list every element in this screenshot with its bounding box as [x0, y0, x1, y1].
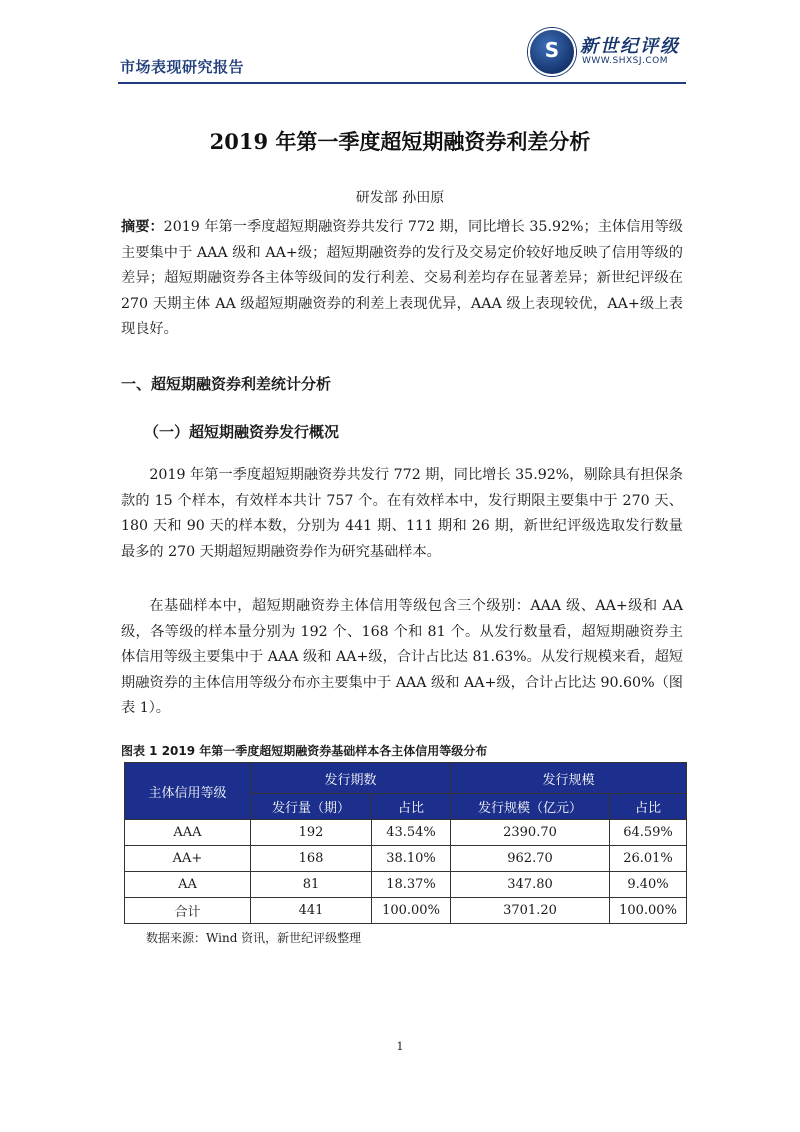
header-count-pct: 占比: [372, 794, 451, 820]
company-logo: [528, 28, 698, 76]
page-number: 1: [396, 1040, 404, 1053]
table-row: [125, 846, 687, 872]
cell-count: 192: [251, 820, 372, 846]
header-rating: 主体信用等级: [125, 763, 251, 820]
abstract-text: 2019 年第一季度超短期融资券共发行 772 期，同比增长 35.92%；主体信用等级主要集中于 AAA 级和 AA+级；超短期融资券的发行及交易定价较好地反映了信用等级的差异；超短期融资券各主体等级间的发行利差、交易利差均存在显著差异；新世纪评级在 270 天期主体 AA 级超短期融资券的利差上表现优异，AAA 级上表现较优，AA+级上表现良好。: [121, 219, 683, 338]
table-row-total: [125, 898, 687, 924]
abstract-label: 摘要：: [121, 219, 164, 235]
logo-company-name: 新世纪评级: [580, 36, 680, 57]
document-title: 2019 年第一季度超短期融资券利差分析: [209, 129, 591, 154]
cell-scale-pct: 100.00%: [610, 898, 687, 924]
cell-scale-pct: 9.40%: [610, 872, 687, 898]
header-group-scale: 发行规模: [451, 763, 687, 794]
table-row: [125, 820, 687, 846]
cell-rating: AAA: [125, 820, 251, 846]
cell-count-pct: 38.10%: [372, 846, 451, 872]
author-line: 研发部 孙田原: [355, 190, 445, 206]
subsection-heading: （一）超短期融资券发行概况: [144, 423, 340, 441]
abstract: [121, 215, 683, 343]
section-heading: 一、超短期融资券利差统计分析: [121, 375, 332, 393]
header-scale-pct: 占比: [610, 794, 687, 820]
cell-count: 81: [251, 872, 372, 898]
cell-rating: AA+: [125, 846, 251, 872]
table-caption: 图表 1 2019 年第一季度超短期融资券基础样本各主体信用等级分布: [121, 744, 488, 758]
report-series-label: 市场表现研究报告: [120, 58, 245, 76]
table-row: [125, 872, 687, 898]
data-source-note: 数据来源：Wind 资讯，新世纪评级整理: [146, 931, 362, 945]
cell-count-pct: 43.54%: [372, 820, 451, 846]
cell-count-pct: 100.00%: [372, 898, 451, 924]
header-divider: [118, 82, 686, 84]
cell-count-pct: 18.37%: [372, 872, 451, 898]
cell-scale-pct: 26.01%: [610, 846, 687, 872]
cell-scale: 962.70: [451, 846, 610, 872]
body-paragraph: 2019 年第一季度超短期融资券共发行 772 期，同比增长 35.92%，剔除具有担保条款的 15 个样本，有效样本共计 757 个。在有效样本中，发行期限主要集中于 270 天、180 天和 90 天的样本数，分别为 441 期、111 期和 26 期，新世纪评级选取发行数量最多的 270 天期超短期融资券作为研究基础样本。: [121, 467, 683, 560]
cell-rating: AA: [125, 872, 251, 898]
cell-scale-pct: 64.59%: [610, 820, 687, 846]
cell-scale: 2390.70: [451, 820, 610, 846]
header-count: 发行量（期）: [251, 794, 372, 820]
cell-scale: 347.80: [451, 872, 610, 898]
header-group-count: 发行期数: [251, 763, 451, 794]
logo-mark: S: [544, 38, 560, 62]
cell-scale: 3701.20: [451, 898, 610, 924]
logo-website: WWW.SHXSJ.COM: [582, 56, 669, 66]
cell-rating: 合计: [125, 898, 251, 924]
header-scale: 发行规模（亿元）: [451, 794, 610, 820]
cell-count: 168: [251, 846, 372, 872]
logo-emblem-icon: [528, 28, 576, 76]
body-paragraph: 在基础样本中，超短期融资券主体信用等级包含三个级别：AAA 级、AA+级和 AA 级，各等级的样本量分别为 192 个、168 个和 81 个。从发行数量看，超短期融资券主体信用等级主要集中于 AAA 级和 AA+级，合计占比达 81.63%。从发行规模来看，超短期融资券的主体信用等级分布亦主要集中于 AAA 级和 AA+级，合计占比达 90.60%（图表 1）。: [121, 598, 683, 717]
cell-count: 441: [251, 898, 372, 924]
rating-distribution-table: [124, 762, 687, 924]
